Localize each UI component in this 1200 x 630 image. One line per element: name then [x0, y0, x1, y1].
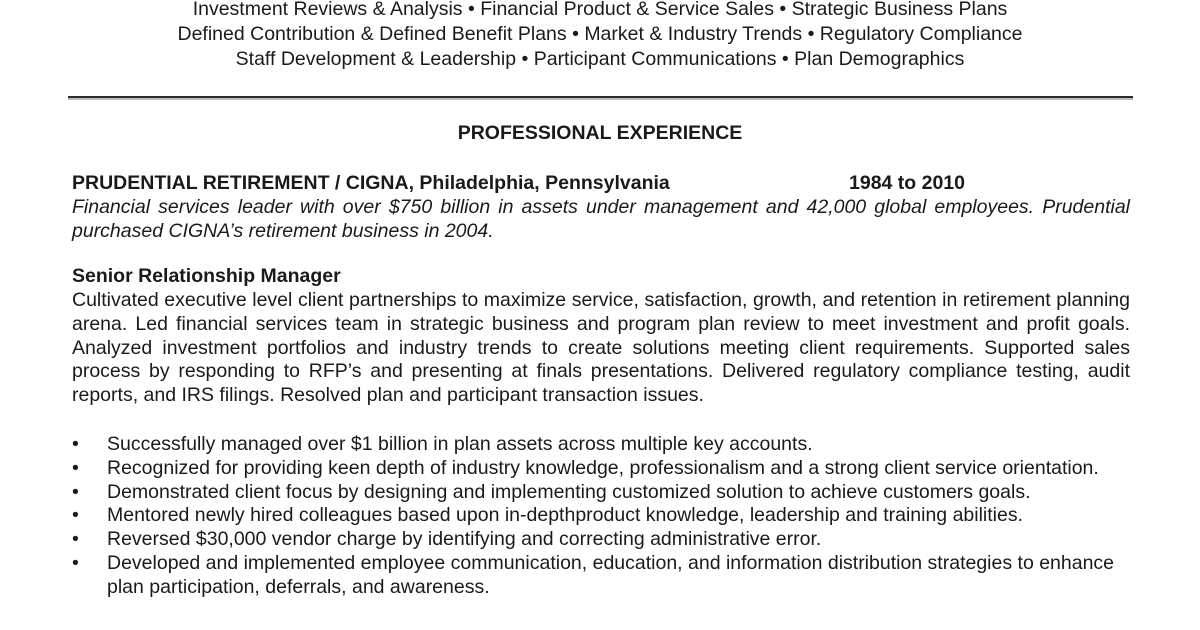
skills-line: Defined Contribution & Defined Benefit Plans • Market & Industry Trends • Regulatory Compliance [177, 23, 1023, 45]
achievement-text: Demonstrated client focus by designing and implementing customized solution to achieve customers goals. [107, 480, 1031, 503]
employment-dates: 1984 to 2010 [849, 172, 966, 194]
employer-name: PRUDENTIAL RETIREMENT / CIGNA, Philadelphia, Pennsylvania [72, 172, 670, 194]
achievements-list [72, 433, 1132, 600]
list-item [72, 457, 1132, 481]
achievement-text: Reversed $30,000 vendor charge by identifying and correcting administrative error. [107, 528, 822, 551]
bullet-icon: • [72, 433, 79, 455]
section-divider [68, 96, 1133, 98]
job-summary: Cultivated executive level client partnerships to maximize service, satisfaction, growth, and retention in retirement planning arena. Led financial services team in strategic business and program plan review to meet investment and profit goals. Analyzed investment portfolios and industry trends to create solutions meeting client requirements. Supported sales process by responding to RFP’s and presenting at finals presentations. Delivered regulatory compliance testing, audit reports, and IRS filings. Resolved plan and participant transaction issues. [72, 289, 1130, 407]
skills-line: Investment Reviews & Analysis • Financial Product & Service Sales • Strategic Business Plans [192, 0, 1008, 20]
job-title: Senior Relationship Manager [72, 265, 341, 287]
bullet-icon: • [72, 528, 79, 551]
company-description: Financial services leader with over $750 billion in assets under management and 42,000 global employees. Prudential purchased CIGNA’s retirement business in 2004. [72, 196, 1130, 242]
section-heading: PROFESSIONAL EXPERIENCE [457, 122, 743, 144]
core-skills [0, 0, 1200, 72]
skills-line: Staff Development & Leadership • Participant Communications • Plan Demographics [235, 48, 965, 70]
list-item [72, 481, 1132, 505]
list-item [72, 552, 1132, 600]
list-item [72, 504, 1132, 528]
achievement-text: Mentored newly hired colleagues based upon in-depthproduct knowledge, leadership and training abilities. [107, 504, 1024, 527]
achievement-text: Developed and implemented employee communication, education, and information distribution strategies to enhance plan participation, deferrals, and awareness. [107, 551, 1115, 598]
bullet-icon: • [72, 480, 79, 503]
list-item [72, 528, 1132, 552]
achievement-text: Recognized for providing keen depth of industry knowledge, professionalism and a strong client service orientation. [107, 456, 1099, 479]
list-item [72, 433, 1132, 457]
bullet-icon: • [72, 456, 79, 479]
bullet-icon: • [72, 551, 79, 574]
bullet-icon: • [72, 504, 79, 527]
achievement-text: Successfully managed over $1 billion in plan assets across multiple key accounts. [107, 433, 813, 455]
